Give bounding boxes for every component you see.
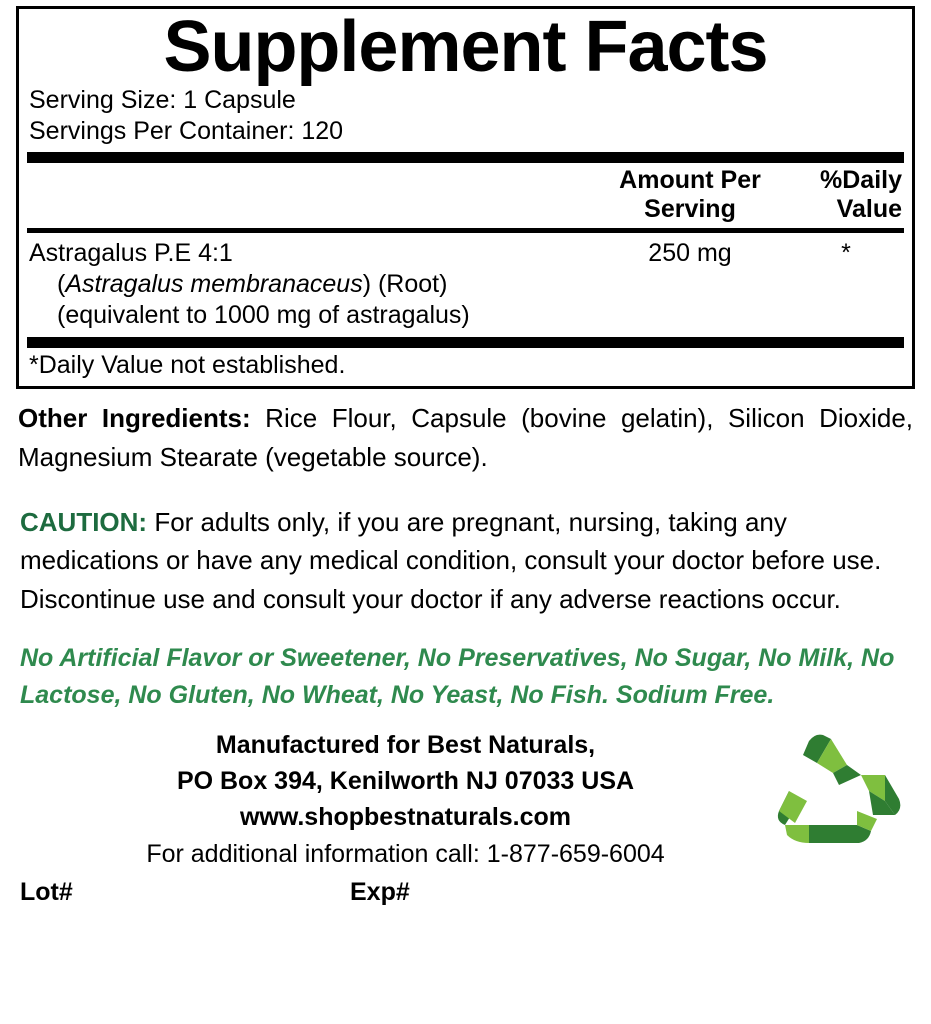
lot-exp-line (20, 874, 911, 910)
address-line: PO Box 394, Kenilworth NJ 07033 USA (176, 767, 635, 796)
caution-label: CAUTION: (20, 506, 148, 537)
serving-info (19, 85, 912, 148)
latin-close: ) (Root) (362, 269, 448, 298)
lot-number-field: Lot# (20, 877, 73, 906)
table-row (19, 233, 912, 333)
footer (20, 727, 911, 910)
column-header-dv-line1: %Daily (820, 166, 902, 195)
latin-name: Astragalus membranaceus (65, 269, 363, 298)
column-header-amount-line1: Amount Per (619, 166, 761, 195)
column-header-amount (590, 166, 790, 224)
nutrient-name-block (29, 238, 590, 331)
caution-text: For adults only, if you are pregnant, nursing, taking any medications or have any medical condition, consult your doctor before use. Discontinue use and consult your doctor if any adverse reactions occur. (20, 506, 882, 614)
serving-size: Serving Size: 1 Capsule (29, 86, 296, 115)
table-header (19, 163, 912, 228)
divider-thick-top (27, 152, 904, 163)
other-ingredients-text: Rice Flour, Capsule (bovine gelatin), Silicon Dioxide, Magnesium Stearate (vegetable source). (18, 402, 913, 472)
nutrient-name: Astragalus P.E 4:1 (29, 238, 233, 267)
caution-statement (20, 503, 911, 618)
nutrient-daily-value: * (841, 238, 851, 267)
free-from-claims: No Artificial Flavor or Sweetener, No Preservatives, No Sugar, No Milk, No Lactose, No Gluten, No Wheat, No Yeast, No Fish. Sodium Free. (20, 644, 895, 709)
column-header-dv-line2: Value (836, 195, 902, 224)
daily-value-footnote: *Daily Value not established. (29, 350, 346, 379)
phone-line: For additional information call: 1-877-659-6004 (146, 839, 665, 868)
exp-date-field: Exp# (350, 877, 410, 906)
other-ingredients (18, 399, 913, 477)
nutrient-subline-latin (29, 269, 590, 300)
servings-per-container: Servings Per Container: 120 (29, 116, 344, 145)
latin-open-paren: ( (57, 269, 66, 298)
nutrient-amount: 250 mg (648, 238, 732, 267)
other-ingredients-label: Other Ingredients: (18, 402, 251, 433)
divider-thick-bottom (27, 337, 904, 348)
page-title: Supplement Facts (163, 7, 768, 87)
column-header-amount-line2: Serving (644, 195, 736, 224)
nutrient-subline-equivalent: (equivalent to 1000 mg of astragalus) (57, 300, 470, 329)
supplement-facts-panel (16, 6, 915, 389)
website-line: www.shopbestnaturals.com (239, 803, 572, 832)
recycle-icon (773, 731, 905, 849)
manufacturer-line: Manufactured for Best Naturals, (215, 730, 596, 759)
column-header-daily-value (790, 166, 902, 224)
